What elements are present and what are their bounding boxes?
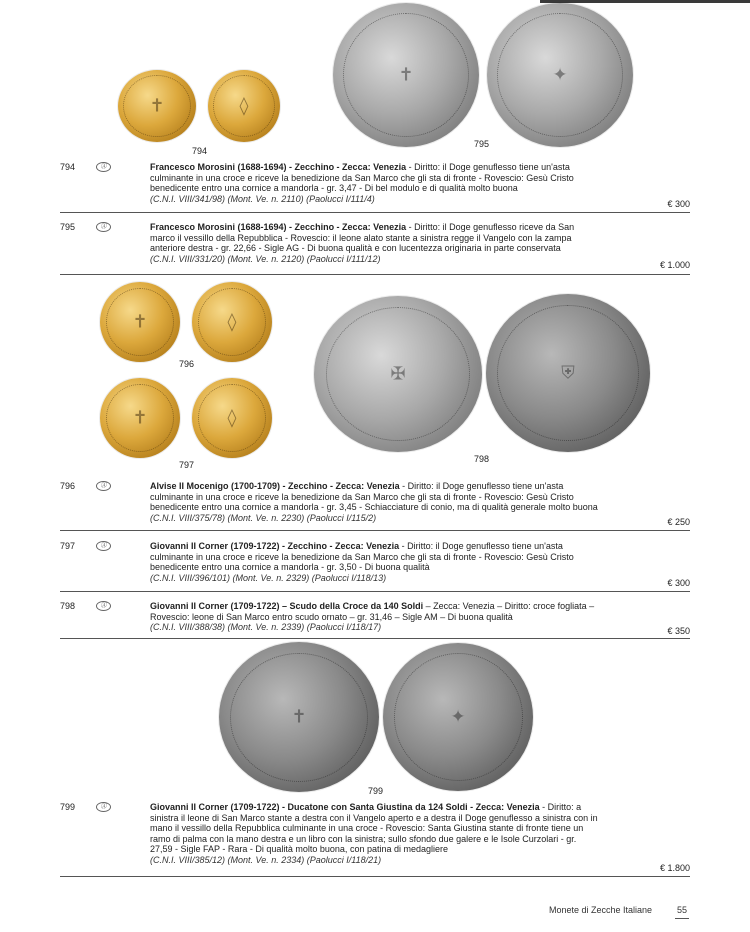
coin-799-reverse: ✦	[383, 643, 533, 791]
coin-796-reverse: ◊	[192, 282, 272, 362]
lot-798	[60, 601, 690, 641]
figure-label-794: 794	[192, 146, 208, 156]
lot-description: - Diritto: a sinistra il leone di San Marco stante a destra con il Vangelo aperto e a destra il Doge genuflesso a sinistra con in mano il vessillo della Repubblica culminante in una croce - Rovescio: Santa Giustina stante di fronte tiene un ramo di palma con la mano destra e un libro con la sinistra; sullo sfondo due galere e le Isole Curzolari - gr. 27,59 - Sigle FAP - Rara - Di qualità molto buona, con patina di medagliere	[150, 802, 598, 854]
lot-divider	[60, 876, 690, 877]
photo-icon: Ⓐ	[96, 802, 111, 812]
photo-icon: Ⓐ	[96, 541, 111, 551]
coin-796-obverse: ✝	[100, 282, 180, 362]
lot-price: € 1.000	[659, 260, 690, 270]
coin-798-obverse: ✠	[314, 296, 482, 452]
figure-label-795: 795	[474, 139, 490, 149]
lot-number: 797	[60, 541, 76, 551]
lot-price: € 300	[667, 578, 690, 588]
page-number-underline	[675, 918, 689, 919]
lot-description: – Zecca: Venezia – Diritto: croce fogliata – Rovescio: leone di San Marco entro scudo ornato – gr. 31,46 – Sigle AM – Di buona qualità	[150, 601, 595, 622]
lot-description: - Diritto: il Doge genuflesso tiene un'asta culminante in una croce e riceve la benedizione da San Marco che gli sta di fronte - Rovescio: Gesù Cristo benedicente entro una cornice a mandorla - gr. 3,45 - Schiacciature di conio, ma di qualità generale molto buona	[150, 481, 598, 512]
lot-description: - Diritto: il Doge genuflesso riceve da San marco il vessillo della Repubblica - Rovescio: il leone alato stante a sinistra regge il Vangelo con la zampa anteriore destra - gr. 22,66 - Sigle AG - Di buona qualità e con lucentezza originaria in parte conservata	[150, 222, 575, 253]
photo-icon: Ⓐ	[96, 601, 111, 611]
lot-divider	[60, 638, 690, 639]
photo-icon: Ⓐ	[96, 162, 111, 172]
footer-section-title: Monete di Zecche Italiane	[549, 905, 653, 915]
lot-references: (C.N.I. VIII/341/98) (Mont. Ve. n. 2110) (Paolucci I/111/4)	[150, 193, 375, 204]
lot-796	[60, 481, 690, 529]
lot-references: (C.N.I. VIII/388/38) (Mont. Ve. n. 2339) (Paolucci I/118/17)	[150, 622, 382, 632]
lot-number: 794	[60, 162, 76, 172]
lot-title: Francesco Morosini (1688-1694) - Zecchino - Zecca: Venezia	[150, 162, 407, 172]
lot-title: Giovanni II Corner (1709-1722) - Zecchino - Zecca: Venezia	[150, 541, 400, 551]
lot-title: Giovanni II Corner (1709-1722) - Ducatone con Santa Giustina da 124 Soldi - Zecca: Venezia	[150, 802, 540, 812]
coin-794-obverse: ✝	[118, 70, 196, 142]
coin-794-reverse: ◊	[208, 70, 280, 142]
coin-798-reverse: ⛨	[486, 294, 650, 452]
lot-799	[60, 802, 690, 882]
coin-799-obverse: ✝	[219, 642, 379, 792]
lot-price: € 250	[667, 517, 690, 527]
lot-divider	[60, 591, 690, 592]
lot-references: (C.N.I. VIII/385/12) (Mont. Ve. n. 2334) (Paolucci I/118/21)	[150, 854, 382, 865]
figure-label-798: 798	[474, 454, 490, 464]
photo-icon: Ⓐ	[96, 481, 111, 491]
lot-description: - Diritto: il Doge genuflesso tiene un'asta culminante in una croce e riceve la benedizione da San Marco che gli sta di fronte - Rovescio: Gesù Cristo benedicente entro una cornice a mandorla - gr. 3,47 - Di bel modulo e di qualità molto buona	[150, 162, 574, 193]
lot-divider	[60, 274, 690, 275]
lot-divider	[60, 212, 690, 213]
lot-797	[60, 541, 690, 589]
lot-number: 795	[60, 222, 76, 232]
photo-icon: Ⓐ	[96, 222, 111, 232]
lot-description: - Diritto: il Doge genuflesso tiene un'asta culminante in una croce e riceve la benedizione da San Marco che gli sta di fronte - Rovescio: Gesù Cristo benedicente entro una cornice a mandorla - gr. 3,50 - Di buona qualità	[150, 541, 574, 572]
lot-price: € 1.800	[659, 863, 690, 873]
lot-number: 798	[60, 601, 76, 611]
lot-price: € 300	[667, 199, 690, 209]
coin-795-reverse: ✦	[487, 3, 633, 147]
lot-divider	[60, 530, 690, 531]
lot-price: € 350	[667, 626, 690, 636]
page-number: 55	[677, 905, 688, 915]
figure-label-796: 796	[179, 359, 195, 369]
lot-number: 799	[60, 802, 76, 812]
lot-references: (C.N.I. VIII/331/20) (Mont. Ve. n. 2120) (Paolucci I/111/12)	[150, 253, 381, 264]
figure-label-799: 799	[368, 786, 384, 796]
figure-label-797: 797	[179, 460, 195, 470]
coin-797-reverse: ◊	[192, 378, 272, 458]
lot-references: (C.N.I. VIII/375/78) (Mont. Ve. n. 2230) (Paolucci I/115/2)	[150, 512, 377, 523]
coin-795-obverse: ✝	[333, 3, 479, 147]
lot-title: Alvise II Mocenigo (1700-1709) - Zecchino - Zecca: Venezia	[150, 481, 400, 491]
lot-title: Francesco Morosini (1688-1694) - Zecchino - Zecca: Venezia	[150, 222, 407, 232]
lot-references: (C.N.I. VIII/396/101) (Mont. Ve. n. 2329) (Paolucci I/118/13)	[150, 572, 387, 583]
lot-number: 796	[60, 481, 76, 491]
top-edge-bar	[540, 0, 750, 3]
lot-795	[60, 222, 690, 270]
lot-title: Giovanni II Corner (1709-1722) – Scudo della Croce da 140 Soldi	[150, 601, 424, 611]
lot-794	[60, 162, 690, 210]
coin-797-obverse: ✝	[100, 378, 180, 458]
